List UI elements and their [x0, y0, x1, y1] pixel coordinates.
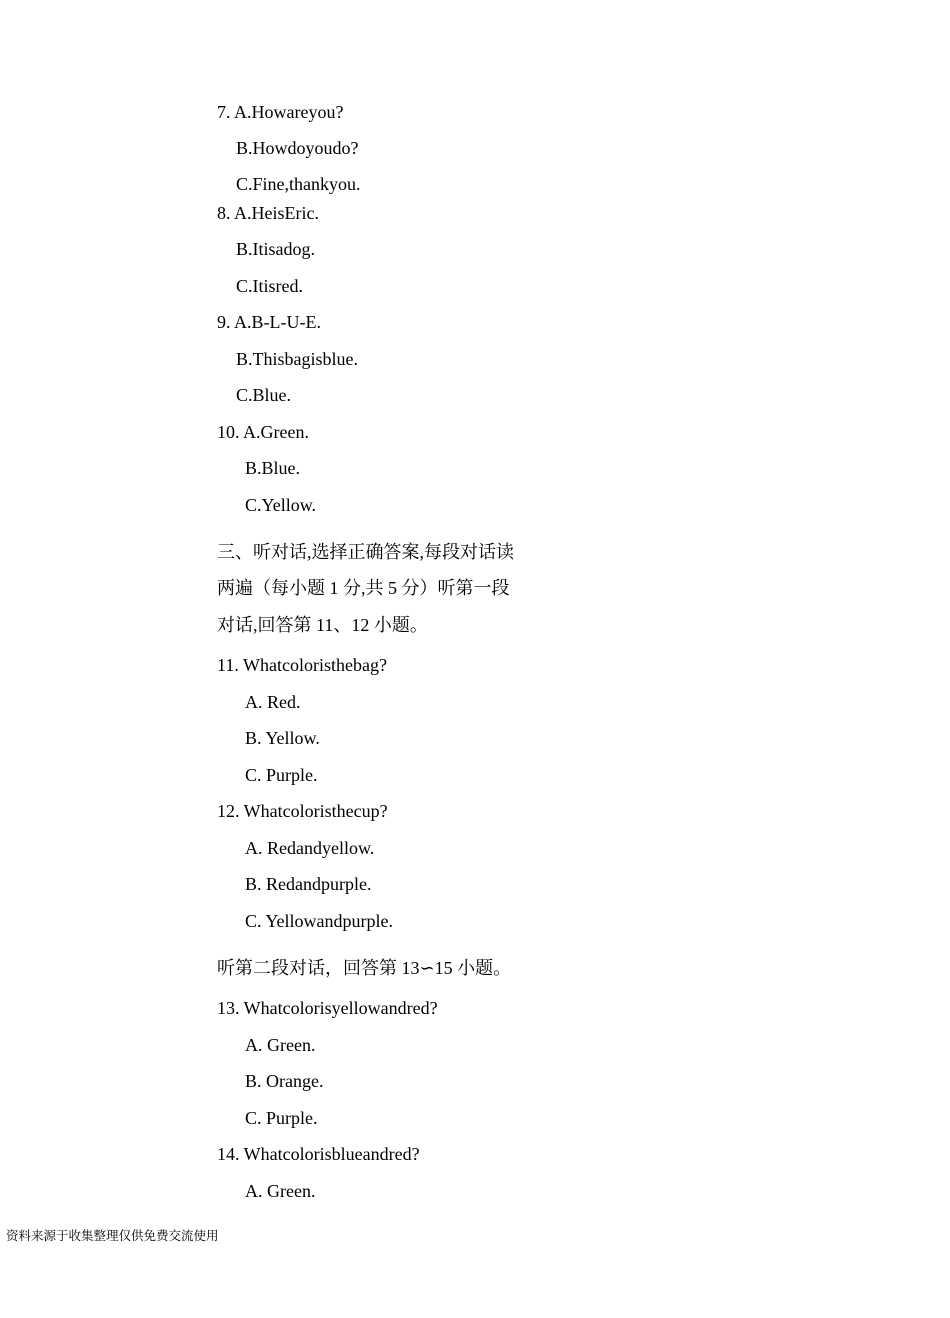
question-8-option-a: 8. A.HeisEric.	[217, 203, 319, 223]
question-13-option-b: B. Orange.	[245, 1071, 324, 1091]
question-10-option-c: C.Yellow.	[245, 495, 317, 515]
section-3-instructions-line-2: 两遍（每小题 1 分,共 5 分）听第一段	[217, 578, 510, 598]
question-11-option-c: C. Purple.	[245, 765, 318, 785]
question-12: 12. Whatcoloristhecup?	[217, 801, 388, 821]
section-3-instructions-line-1: 三、听对话,选择正确答案,每段对话读	[217, 542, 514, 562]
question-12-option-b: B. Redandpurple.	[245, 874, 372, 894]
question-11: 11. Whatcoloristhebag?	[217, 655, 387, 675]
question-14-option-a: A. Green.	[245, 1181, 316, 1201]
question-8-option-b: B.Itisadog.	[236, 239, 315, 259]
question-9-option-a: 9. A.B-L-U-E.	[217, 312, 321, 332]
question-10-option-a: 10. A.Green.	[217, 422, 309, 442]
question-9-option-c: C.Blue.	[236, 385, 292, 405]
question-7-option-a: 7. A.Howareyou?	[217, 102, 344, 122]
question-13: 13. Whatcolorisyellowandred?	[217, 998, 438, 1018]
question-8-option-c: C.Itisred.	[236, 276, 303, 296]
question-14: 14. Whatcolorisblueandred?	[217, 1144, 420, 1164]
question-7-option-b: B.Howdoyoudo?	[236, 138, 359, 158]
question-11-option-b: B. Yellow.	[245, 728, 320, 748]
question-7-option-c: C.Fine,thankyou.	[236, 174, 361, 194]
question-12-option-c: C. Yellowandpurple.	[245, 911, 393, 931]
section-3-instructions-line-3: 对话,回答第 11、12 小题。	[217, 615, 428, 635]
question-12-option-a: A. Redandyellow.	[245, 838, 375, 858]
question-11-option-a: A. Red.	[245, 692, 301, 712]
question-10-option-b: B.Blue.	[245, 458, 301, 478]
second-dialogue-instructions: 听第二段对话，回答第 13∽15 小题。	[217, 958, 512, 978]
footer-note: 资料来源于收集整理仅供免费交流使用	[6, 1228, 219, 1243]
question-9-option-b: B.Thisbagisblue.	[236, 349, 358, 369]
question-13-option-a: A. Green.	[245, 1035, 316, 1055]
question-13-option-c: C. Purple.	[245, 1108, 318, 1128]
